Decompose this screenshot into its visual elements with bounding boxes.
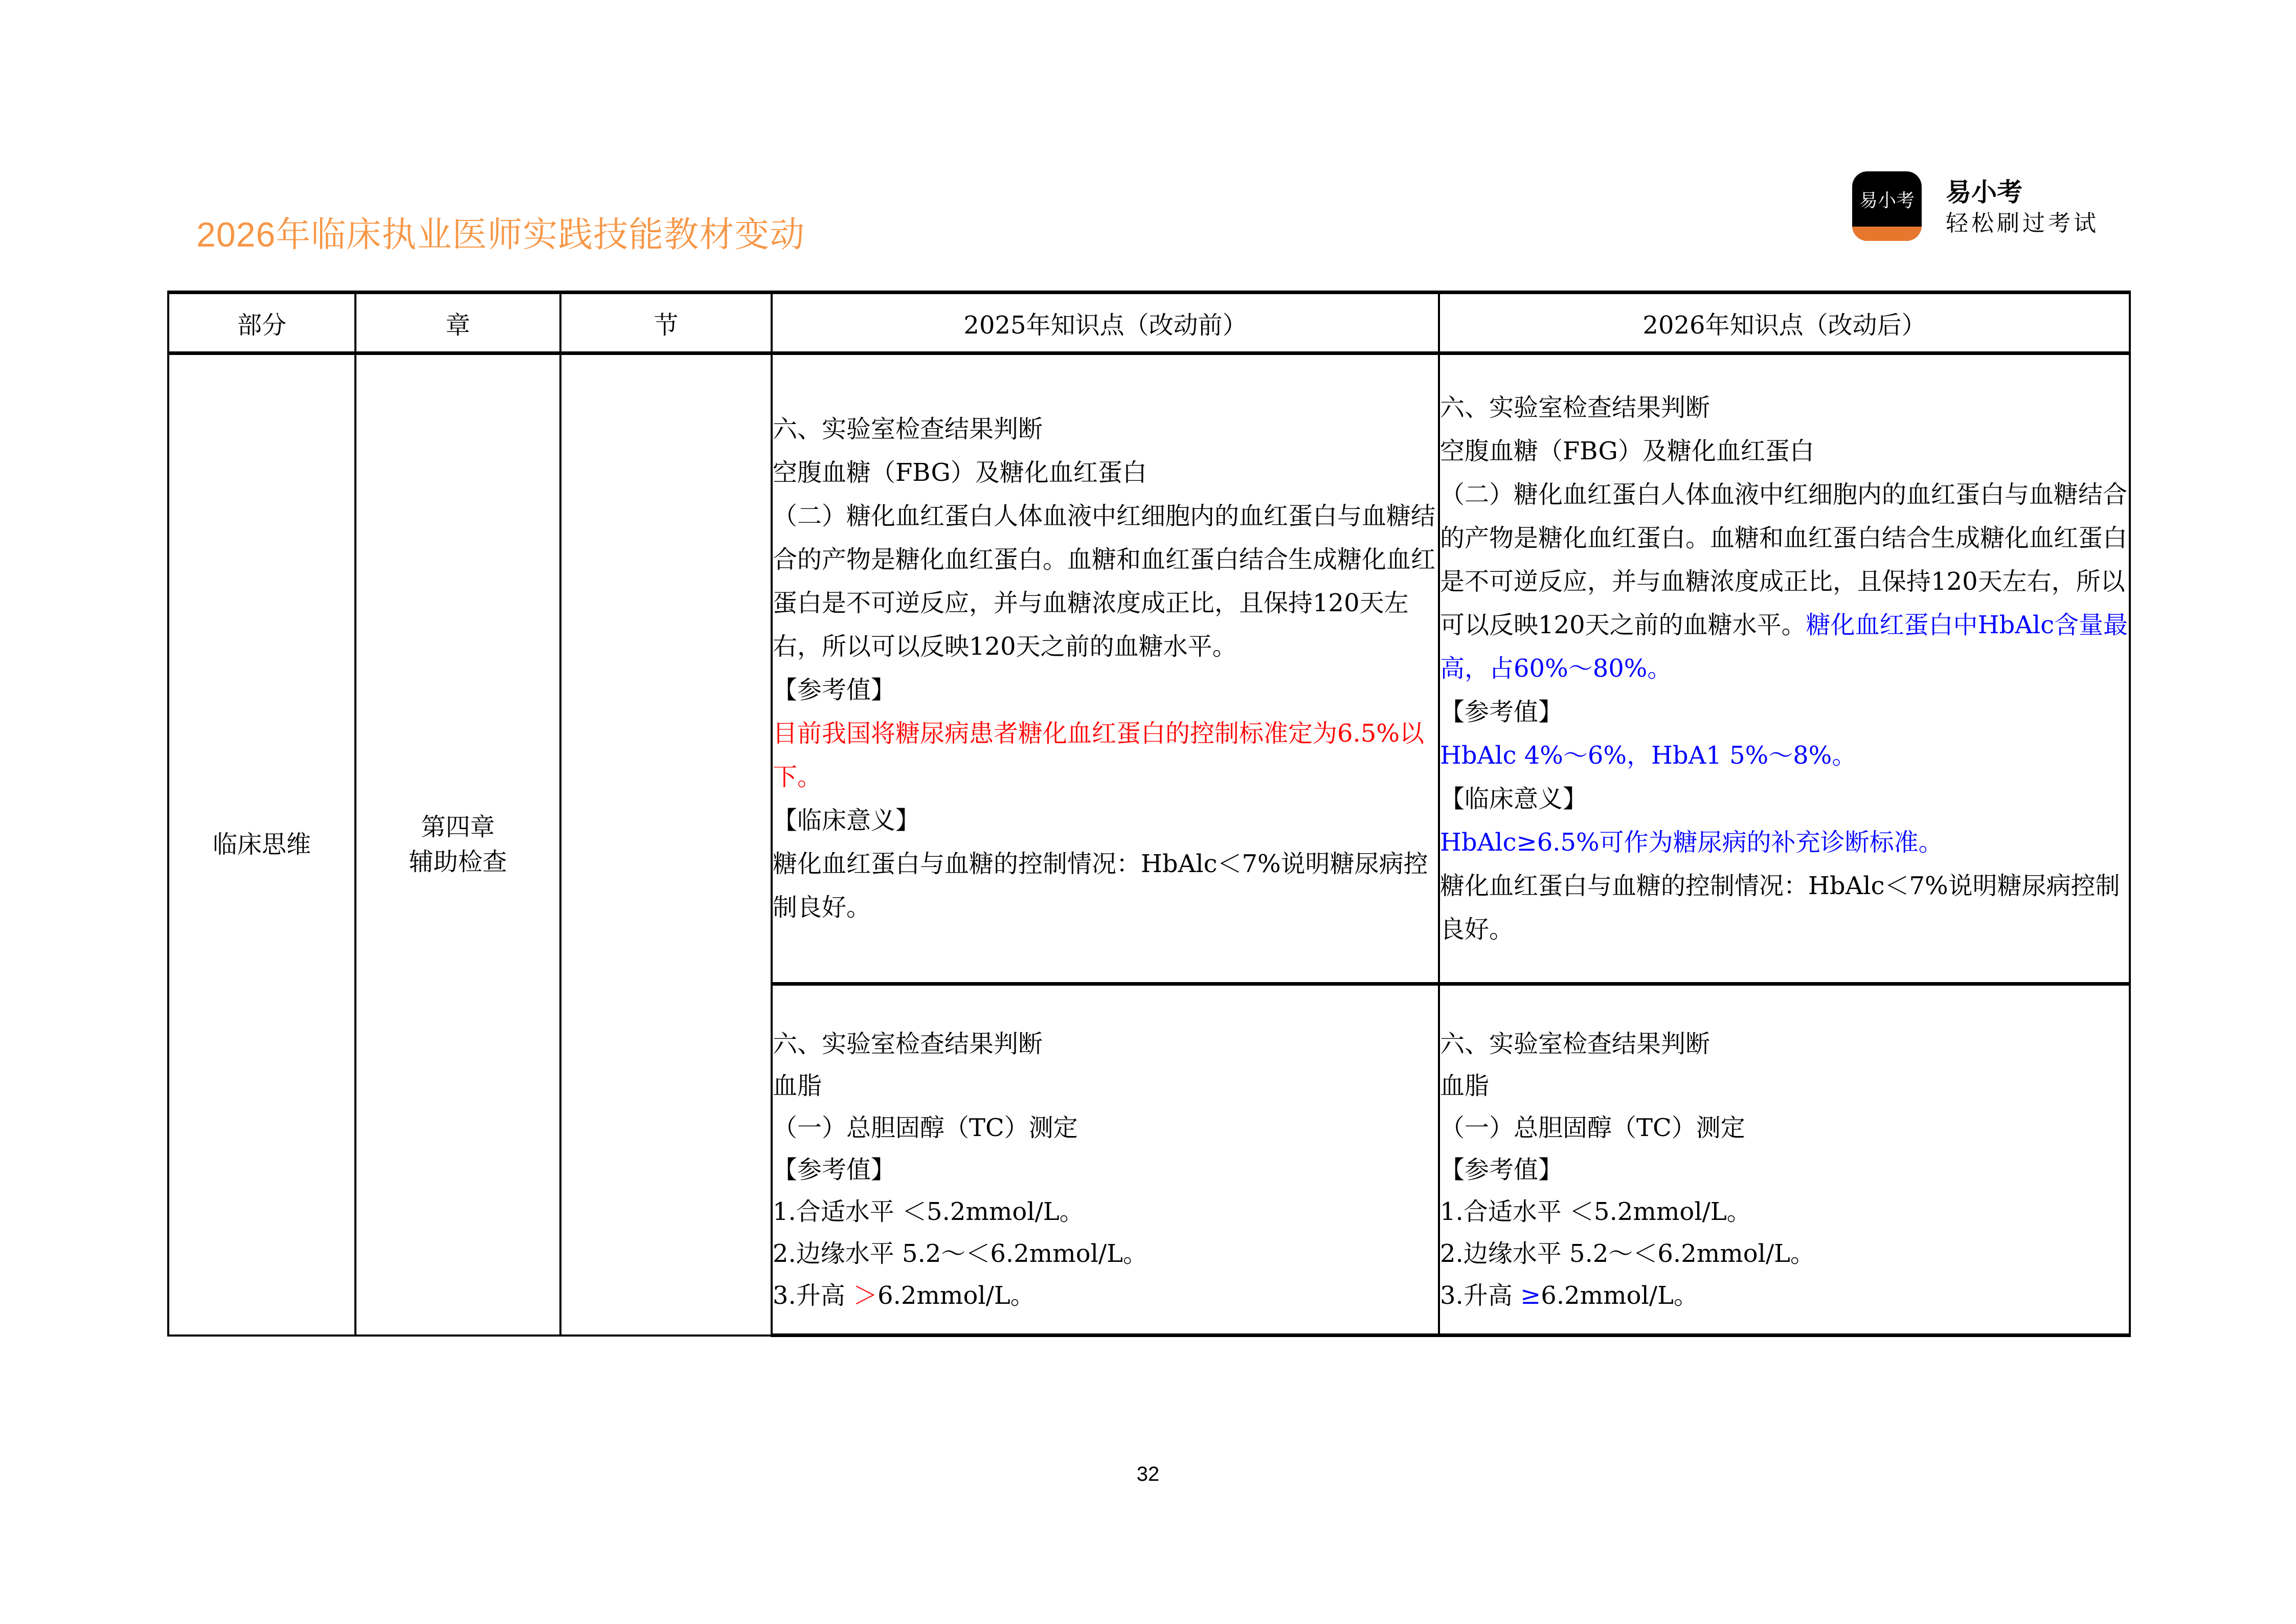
removed-text: 目前我国将糖尿病患者糖化血红蛋白的控制标准定为6.5%以下。: [773, 719, 1424, 791]
cell-after-hba1c: [1439, 353, 2130, 984]
changes-table: [167, 291, 2131, 1337]
logo-text: 易小考: [1859, 190, 1915, 211]
heading: 六、实验室检查结果判断: [1440, 1030, 1710, 1058]
cell-before-lipids: [772, 984, 1439, 1336]
subheading: 空腹血糖（FBG）及糖化血红蛋白: [1440, 436, 1814, 465]
list-item-prefix: 3.升高: [1440, 1281, 1521, 1310]
list-item: 2.边缘水平 5.2～＜6.2mmol/L。: [1440, 1239, 1815, 1268]
paragraph-text: （二）糖化血红蛋白人体血液中红细胞内的血红蛋白与血糖结合的产物是糖化血红蛋白。血糖和血红蛋白结合生成糖化血红蛋白是不可逆反应，并与血糖浓度成正比，且保持120天左右，所以可以反映120天之前的血糖水平。: [1440, 480, 2128, 639]
cell-part: 临床思维: [168, 353, 355, 1336]
label-clinical: 【临床意义】: [1440, 784, 1588, 813]
added-text: 糖化血红蛋白中HbAlc含量最高，占60%～80%。: [1440, 610, 2128, 683]
logo-orange-bar: [1852, 227, 1922, 241]
brand-block: [1946, 176, 2099, 239]
added-text: HbAlc 4%～6%，HbA1 5%～8%。: [1440, 741, 1857, 770]
brand-logo-icon: [1852, 171, 1922, 241]
cell-chapter: [355, 353, 560, 1336]
list-item: 2.边缘水平 5.2～＜6.2mmol/L。: [773, 1239, 1148, 1268]
label-reference: 【参考值】: [773, 1155, 896, 1184]
table-header-row: [168, 293, 2130, 353]
list-item-prefix: 3.升高: [773, 1281, 853, 1310]
chapter-number: 第四章: [421, 813, 495, 842]
col-header-section: 节: [560, 293, 772, 353]
cell-section: [560, 353, 772, 1336]
paragraph: 糖化血红蛋白与血糖的控制情况：HbAlc＜7%说明糖尿病控制良好。: [1440, 871, 2120, 944]
list-item: 1.合适水平 ＜5.2mmol/L。: [773, 1197, 1084, 1226]
heading: 六、实验室检查结果判断: [773, 415, 1043, 443]
paragraph: （二）糖化血红蛋白人体血液中红细胞内的血红蛋白与血糖结合的产物是糖化血红蛋白。血糖和血红蛋白结合生成糖化血红蛋白是不可逆反应，并与血糖浓度成正比，且保持120天左右，所以可以反映120天之前的血糖水平。: [773, 502, 1436, 661]
paragraph: 糖化血红蛋白与血糖的控制情况：HbAlc＜7%说明糖尿病控制良好。: [773, 850, 1428, 922]
subsection: （一）总胆固醇（TC）测定: [773, 1114, 1078, 1142]
list-item: 1.合适水平 ＜5.2mmol/L。: [1440, 1197, 1751, 1226]
page-title: 2026年临床执业医师实践技能教材变动: [196, 215, 805, 254]
col-header-after: 2026年知识点（改动后）: [1439, 293, 2130, 353]
heading: 六、实验室检查结果判断: [1440, 393, 1710, 422]
col-header-chapter: 章: [355, 293, 560, 353]
label-reference: 【参考值】: [1440, 697, 1563, 726]
col-header-part: 部分: [168, 293, 355, 353]
page-number: 32: [1136, 1463, 1160, 1485]
subsection: （一）总胆固醇（TC）测定: [1440, 1114, 1745, 1142]
label-reference: 【参考值】: [773, 676, 896, 704]
brand-name: 易小考: [1946, 177, 2022, 207]
list-item: [1440, 1275, 2129, 1317]
subheading: 血脂: [773, 1072, 822, 1100]
subheading: 血脂: [1440, 1072, 1490, 1100]
added-text: HbAlc≥6.5%可作为糖尿病的补充诊断标准。: [1440, 828, 1943, 857]
cell-after-lipids: [1439, 984, 2130, 1336]
list-item-suffix: 6.2mmol/L。: [877, 1281, 1035, 1310]
removed-symbol: ＞: [853, 1281, 878, 1310]
col-header-before: 2025年知识点（改动前）: [772, 293, 1439, 353]
label-reference: 【参考值】: [1440, 1155, 1563, 1184]
paragraph: [1440, 473, 2129, 691]
chapter-title: 辅助检查: [409, 848, 507, 877]
subheading: 空腹血糖（FBG）及糖化血红蛋白: [773, 458, 1147, 487]
added-symbol: ≥: [1520, 1281, 1541, 1310]
heading: 六、实验室检查结果判断: [773, 1030, 1043, 1058]
brand-slogan: 轻松刷过考试: [1946, 210, 2099, 236]
label-clinical: 【临床意义】: [773, 806, 920, 835]
table-row: [168, 353, 2130, 984]
list-item-suffix: 6.2mmol/L。: [1541, 1281, 1698, 1310]
cell-before-hba1c: [772, 353, 1439, 984]
list-item: [773, 1275, 1438, 1317]
